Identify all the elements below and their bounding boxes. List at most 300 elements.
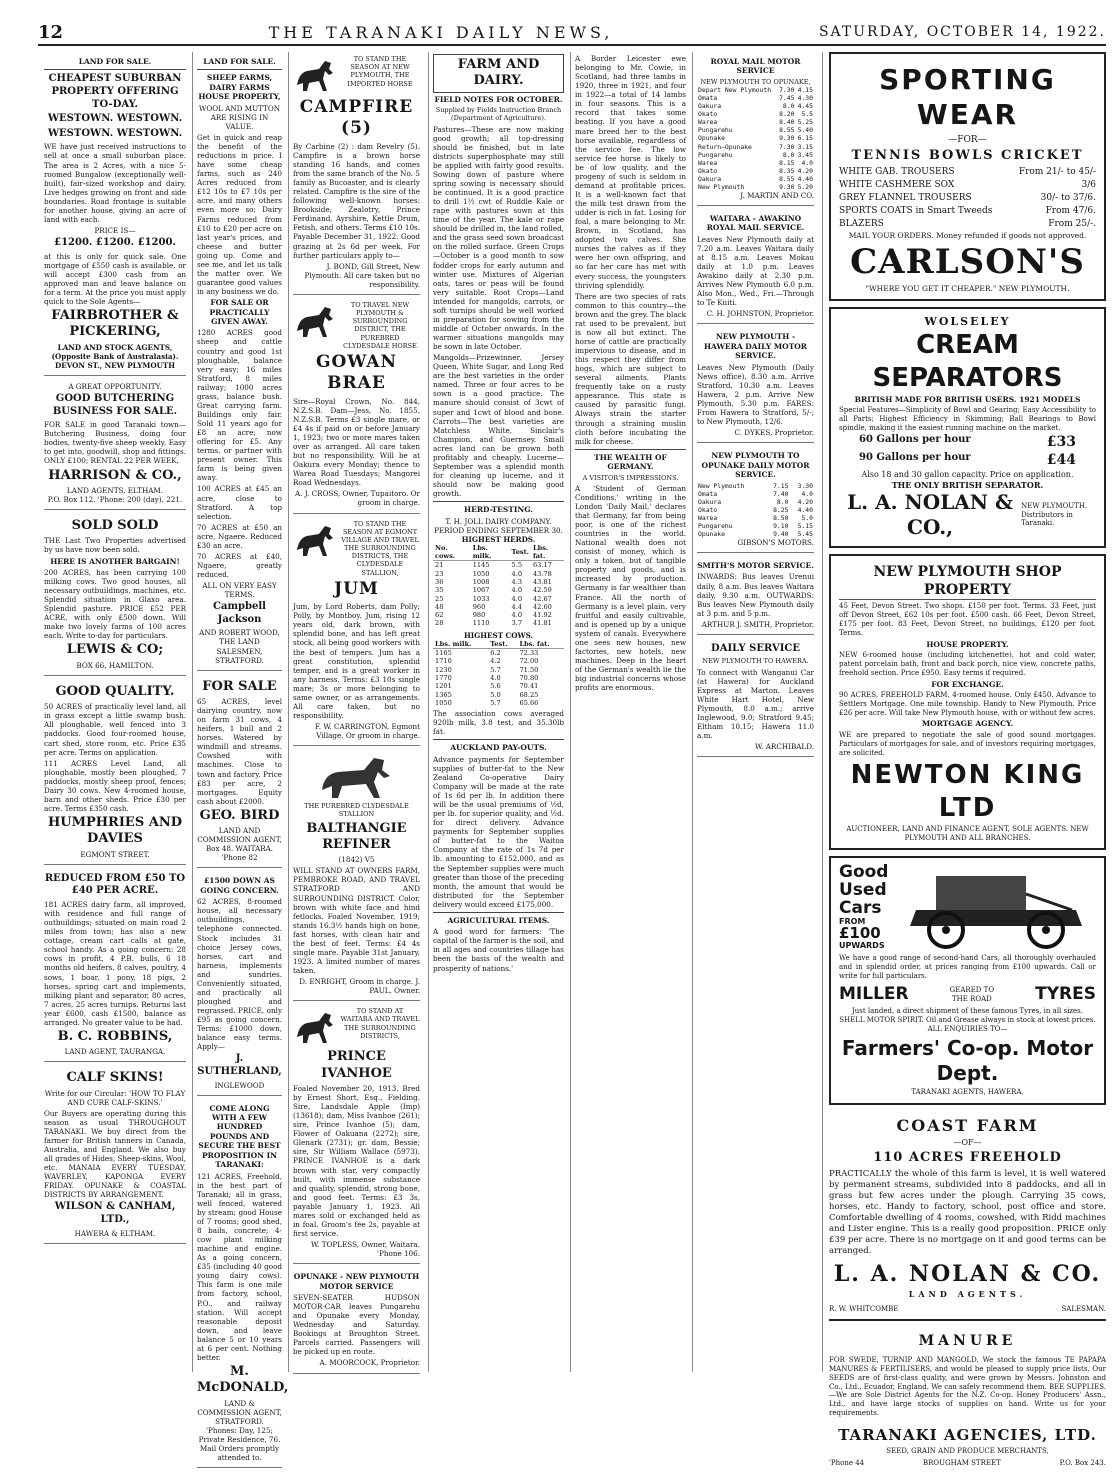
agent-address: LAND AGENTS.: [829, 1289, 1106, 1299]
ad-sold: [44, 513, 186, 676]
ad-reduced: [44, 868, 186, 1063]
timetable-row: [697, 94, 814, 102]
table-cell: 35: [433, 586, 471, 594]
table-cell: 1067: [471, 586, 510, 594]
ad-body: 70 ACRES at £40, Ngaere, greatly reduced.: [197, 552, 282, 579]
agent-address: AND ROBERT WOOD, THE LAND SALESMEN, STRATFORD.: [197, 628, 282, 664]
table-cell: 62: [433, 611, 471, 619]
agent-address: EGMONT STREET.: [44, 850, 186, 859]
ad-heading: £1500 DOWN AS GOING CONCERN.: [197, 876, 282, 895]
agent-name: M. McDONALD,: [197, 1364, 282, 1397]
stop-name: Depart New Plymouth: [697, 86, 777, 94]
ad-body: at this is only for quick sale. One mortgage of £550 cash is available, or will accept £300 cash from an approved man and leave balance on for a term. At the price you must apply quick to the Sole Agents—: [44, 252, 186, 306]
departure-time: 8.55: [777, 126, 796, 134]
timetable-row: [697, 183, 814, 191]
departure-time: 7.30: [777, 143, 796, 151]
ad-body: 121 ACRES, Freehold, in the best part of Taranaki; all in grass, well fenced, watered by stream; good House of 7 rooms; good shed, 8 bails, concrete; 4-cow plant milking machine and engine. As a going concern, £35 (including 40 good young dairy cows). This farm is one mile from factory, school, P.O., and railway station. Will accept reasonable deposit down, and leave balance 5 or 10 years at 6 per cent. Nothing better.: [197, 1172, 282, 1362]
table-cell: 5.0: [488, 691, 517, 699]
ad-body: Leaves New Plymouth (Daily News office), 8.30 a.m. Arrive Stratford, 10.30 a.m. Leaves Hawera, 2 p.m. Arrive New Plymouth, 5.30 p.m. FARES: From Hawera to Stratford, 5/-; to New Plymouth, 12/6.: [697, 363, 814, 426]
page-number: 12: [38, 22, 63, 43]
ad-sheep-farms: [197, 52, 282, 671]
agent-address: BOX 66, HAMILTON.: [44, 661, 186, 670]
ad-heading: NEW PLYMOUTH - HAWERA DAILY MOTOR SERVICE.: [697, 332, 814, 360]
ad-body: Also 18 and 30 gallon capacity. Price on application.: [839, 470, 1096, 480]
stop-name: Omata: [697, 490, 765, 498]
agent-address: AUCTIONEER, LAND AND FINANCE AGENT, SOLE AGENTS. NEW PLYMOUTH AND ALL BRANCHES.: [839, 825, 1096, 843]
table-cell: 1165: [433, 649, 488, 658]
table-cell: 4.4: [510, 603, 531, 611]
capacity-label: 90 Gallons per hour: [859, 452, 971, 470]
ad-subhead: NEW PLYMOUTH TO HAWERA.: [697, 657, 814, 665]
ad-campfire: [293, 52, 420, 295]
timetable-row: [697, 522, 814, 530]
stop-name: Okato: [697, 506, 765, 514]
agent-name: FAIRBROTHER & PICKERING,: [44, 308, 186, 341]
ad-subhead: TO STAND THE SEASON AT EGMONT VILLAGE AND TRAVEL THE SURROUNDING DISTRICTS, THE CLYDESDALE STALLION,: [340, 520, 420, 577]
departure-time: 7.45: [777, 94, 796, 102]
agent-name: HUMPHRIES AND DAVIES: [44, 815, 186, 848]
ad-subhead: UPWARDS: [839, 942, 890, 950]
agent-address: LAND & COMMISSION AGENT, STRATFORD.: [197, 1399, 282, 1426]
ad-subhead: HERE IS ANOTHER BARGAIN!: [44, 557, 186, 566]
departure-time: 8.25: [765, 506, 790, 514]
departure-time: 7.30: [777, 86, 796, 94]
table-cell: 36: [433, 578, 471, 586]
departure-time: 3.15: [795, 143, 814, 151]
ad-subhead: THE PUREBRED CLYDESDALE STALLION: [293, 802, 420, 818]
ad-body: Jum, by Lord Roberts, dam Polly; Polly, by Montboy. Jum, rising 12 years old, dark brown, with splendid bone, and has left great stock, all being good workers with the best of tempers. Jum has a great constitution, splendid temper, and is a great worker in any harness. Terms: £3 10s single mare; 3s or more belonging to same owner, or as arrangements. All care taken, but no responsibility.: [293, 602, 420, 720]
ad-body: Our Buyers are operating during this season as usual THROUGHOUT TARANAKI. We buy direct from the farmer for British tanners in Canada, Australia, and England. We also buy all grades of Hides, Sheep-skins, Wool, etc. MANAIA EVERY TUESDAY. WAVERLEY, KAPONGA EVERY FRIDAY. OPUNAKE & COASTAL DISTRICTS BY ARRANGEMENT.: [44, 1109, 186, 1200]
item-name: GREY FLANNEL TROUSERS: [839, 192, 972, 205]
timetable-row: [697, 530, 814, 538]
table-cell: 72.00: [517, 657, 564, 665]
ad-subhead: TO TRAVEL NEW PLYMOUTH & SURROUNDING DISTRICT, THE PUREBRED CLYDESDALE HORSE: [340, 301, 420, 350]
item-price: From 21/- to 45/-: [1019, 166, 1096, 179]
table-title: HIGHEST HERDS.: [433, 535, 564, 544]
ad-tagline: THE ONLY BRITISH SEPARATOR.: [839, 480, 1096, 490]
stop-name: Return—Opunake: [697, 143, 777, 151]
owner-signature: C. DYKES, Proprietor.: [697, 428, 814, 437]
ad-heading: GOOD QUALITY.: [44, 684, 186, 700]
stop-name: Warea: [697, 118, 777, 126]
ad-body: INWARDS: Bus leaves Urenui daily, 8 a.m. Bus leaves Waitara daily, 9.30 a.m. OUTWARDS: Bus leaves New Plymouth daily at 3 p.m. and 5 p.m.: [697, 572, 814, 617]
table-cell: 1033: [471, 595, 510, 603]
salesman-title: SALESMAN.: [1061, 1305, 1106, 1314]
departure-time: 8.55: [777, 175, 796, 183]
price-list-item: [839, 166, 1096, 179]
departure-time: 5.20: [795, 183, 814, 191]
ad-gowan-brae: [293, 298, 420, 514]
table-cell: 4.3: [510, 578, 531, 586]
ad-subhead: FROM: [839, 918, 890, 926]
ad-heading: NEW PLYMOUTH TO OPUNAKE DAILY MOTOR SERVICE.: [697, 451, 814, 479]
ad-body: We have a good range of second-hand Cars, all thoroughly overhauled and in splendid order, at prices ranging from £100 upwards. Call or write for full particulars.: [839, 954, 1096, 980]
horse-icon: [293, 520, 339, 560]
departure-time: 8.50: [765, 514, 790, 522]
table-row: [433, 691, 564, 699]
table-cell: 25: [433, 595, 471, 603]
agent-name: Campbell Jackson: [197, 601, 282, 626]
ad-heading: SPORTING WEAR: [839, 62, 1096, 133]
stop-name: Pungarehu: [697, 126, 777, 134]
article-byline: Supplied by Fields Instruction Branch (Department of Agriculture).: [433, 106, 564, 122]
ad-subhead: WESTOWN. WESTOWN.: [44, 113, 186, 126]
ad-subhead: FOR EXCHANGE.: [839, 680, 1096, 689]
departure-time: 4.15: [795, 86, 814, 94]
departure-time: 9.10: [765, 522, 790, 530]
horse-number: (1842) V5: [293, 855, 420, 864]
ad-subhead: TENNIS BOWLS CRICKET: [839, 148, 1096, 164]
herds-table: [433, 544, 564, 628]
horse-icon: [293, 55, 339, 95]
ad-subhead: TO STAND THE SEASON AT NEW PLYMOUTH, THE IMPORTED HORSE: [340, 55, 420, 95]
departure-time: 9.30: [777, 134, 796, 142]
table-cell: 1110: [471, 619, 510, 627]
stop-name: Warea: [697, 514, 765, 522]
table-cell: 72.33: [517, 649, 564, 658]
table-row: [433, 611, 564, 619]
price-list-item: [839, 205, 1096, 218]
ad-heading: CALF SKINS!: [44, 1070, 186, 1086]
car-illustration: [896, 864, 1096, 952]
price: £33: [1047, 434, 1076, 452]
table-row: [433, 674, 564, 682]
table-cell: 43.81: [531, 578, 564, 586]
item-name: WHITE GAB. TROUSERS: [839, 166, 955, 179]
agent-address: TARANAKI AGENTS, HAWERA.: [839, 1088, 1096, 1097]
salesman-name: R. W. WHITCOMBE: [829, 1305, 898, 1314]
ad-heading: WAITARA - AWAKINO ROYAL MAIL SERVICE.: [697, 214, 814, 233]
ad-royal-mail: [697, 52, 814, 206]
timetable-row: [697, 482, 814, 490]
cows-table: [433, 640, 564, 707]
horse-name: BALTHANGIE REFINER: [293, 821, 420, 854]
ad-body: Sire—Royal Crown, No. 844, N.Z.S.B. Dam—Jess, No. 1855, N.Z.S.B. Terms £3 single mare, or £4 4s if paid on or before January 1, 1923; two or more mares taken over as arranged. All care taken but no responsibility. Will be at Oakura every Monday; thence to Warea Road Tuesdays; Mangorei Road Wednesdays.: [293, 397, 420, 488]
table-row: [433, 619, 564, 627]
agent-name: L. A. NOLAN & CO.: [829, 1261, 1106, 1289]
price-list: [839, 166, 1096, 231]
table-cell: 980: [471, 611, 510, 619]
departure-time: 4.0: [789, 490, 814, 498]
table-column-header: Test.: [510, 544, 531, 561]
ad-heading: NEW PLYMOUTH SHOP PROPERTY: [839, 564, 1096, 600]
timetable-row: [697, 151, 814, 159]
table-cell: 71.50: [517, 666, 564, 674]
column-title: FARM AND DAIRY.: [433, 54, 564, 93]
timetable-row: [697, 110, 814, 118]
agent-name: WILSON & CANHAM, LTD.,: [44, 1201, 186, 1226]
ad-heading: OPUNAKE - NEW PLYMOUTH MOTOR SERVICE: [293, 1272, 420, 1291]
agent-name: GEO. BIRD: [197, 808, 282, 824]
article-headline: AUCKLAND PAY-OUTS.: [433, 743, 564, 752]
ad-subhead: BRITISH MADE FOR BRITISH USERS. 1921 MODELS: [839, 395, 1096, 404]
ad-body: 100 ACRES at £45 an acre, close to Stratford. A top selection.: [197, 484, 282, 520]
ad-subhead: NEW PLYMOUTH TO OPUNAKE,: [697, 78, 814, 86]
owner-signature: A. MOORCOCK, Proprietor.: [293, 1358, 420, 1367]
ad-heading: Cars: [839, 900, 890, 918]
owner-signature: ARTHUR J. SMITH, Proprietor.: [697, 620, 814, 629]
ad-body: Foaled November 20, 1913. Bred by Ernest Short, Esq., Fielding. Sire, Landsdale Apple (Imp) (13618); dam, Miss Ivanhoe (261); sire, Prince Ivanhoe (5); dam, Flower of Oakuana (2272); sire, Glenark (2731); gr. dam, Bessie; sire, Sir William Wallace (5973). PRINCE IVANHOE is a dark brown with star, very compactly built, with immense substance and quality, splendid, strong bone, and good feet. Terms: £3 3s, payable January 1, 1923. All mares sold or exchanged held as in foal. Groom's fee 2s, payable at first service.: [293, 1084, 420, 1238]
ad-body: 45 Feet, Devon Street. Two shops. £150 per foot. Terms. 33 Feet, just off Devon Street, £62 10s per foot. £500 cash. 66 Feet, Devon Street, £175 per foot. 83 Feet, Devon Street, no buildings, £120 per foot. Terms.: [839, 602, 1096, 637]
brand-name: TYRES: [1035, 984, 1096, 1005]
horse-name: CAMPFIRE (5): [293, 97, 420, 140]
owner-signature: A. J. CROSS, Owner, Tupaitoro. Or groom in charge.: [293, 489, 420, 507]
ad-subhead: Write for our Circular: 'HOW TO FLAY AND CURE CALF-SKINS.': [44, 1089, 186, 1107]
table-cell: 43.78: [531, 570, 564, 578]
horse-illustration: [312, 752, 402, 802]
table-column-header: Lbs. fat.: [531, 544, 564, 561]
article-headline: FIELD NOTES FOR OCTOBER.: [433, 95, 564, 104]
article-body: Mangolds—Prizewinner, Jersey Queen, White Sugar, and Long Red are the best varieties in the order named. Three or four acres to be sown is a good practice. The manure should consist of 3cwt of super and 1cwt of blood and bone. Carrots—The best varieties are Matchless White, Sinclair's Champion, and Guernsey. Small acres land can be grown both profitably and cheaply. Lucerne—September was a splendid month for cleaning up lucerne, and it should now be making good growth.: [433, 353, 564, 498]
stop-name: Okato: [697, 167, 777, 175]
article-subhead: A VISITOR'S IMPRESSIONS.: [575, 474, 686, 482]
timetable-row: [697, 134, 814, 142]
timetable-row: [697, 175, 814, 183]
table-cell: 68.25: [517, 691, 564, 699]
stop-name: New Plymouth: [697, 482, 765, 490]
ad-body: 1280 ACRES good sheep and cattle country and good 1st ploughable, balance very easy; 16 miles Stratford, 8 miles railway; 1000 acres grass, balance bush. Great carrying farm. Buildings only fair. Sold 11 years ago for £8 an acre; now offering for £5. Any terms, or partner with present owner. This farm is being given away.: [197, 328, 282, 482]
departure-time: 8.0: [765, 498, 790, 506]
ad-going-concern: [197, 871, 282, 1095]
departure-time: 4.40: [795, 175, 814, 183]
ad-heading: SMITH'S MOTOR SERVICE.: [697, 561, 814, 570]
price: £44: [1047, 452, 1076, 470]
stop-name: Okato: [697, 110, 777, 118]
ad-heading: MANURE: [829, 1333, 1106, 1351]
timetable-row: [697, 126, 814, 134]
table-column-header: Lbs. fat.: [517, 640, 564, 649]
article-headline: THE WEALTH OF GERMANY.: [575, 453, 686, 472]
table-cell: 1050: [433, 699, 488, 707]
table-row: [433, 657, 564, 665]
owner-signature: J. BOND, Gill Street, New Plymouth. All care taken but no responsibility.: [293, 262, 420, 289]
departure-time: 5.5: [795, 110, 814, 118]
column-5: [570, 52, 690, 1372]
table-row: [433, 561, 564, 570]
owner-signature: F. W. CARRINGTON, Egmont Village. Or groom in charge.: [293, 722, 420, 740]
table-row: [433, 603, 564, 611]
owner-signature: C. H. JOHNSTON, Proprietor.: [697, 309, 814, 318]
table-cell: 5.7: [488, 699, 517, 707]
departure-time: 5.25: [795, 118, 814, 126]
stop-name: New Plymouth: [697, 183, 777, 191]
ad-heading: REDUCED FROM £50 TO £40 PER ACRE.: [44, 873, 186, 898]
departure-time: 4.40: [789, 506, 814, 514]
ad-heading: DAILY SERVICE: [697, 643, 814, 656]
ad-newton-king: [829, 554, 1106, 850]
table-cell: 70.41: [517, 682, 564, 690]
timetable-row: [697, 514, 814, 522]
ad-body: 70 ACRES at £50 an acre, Ngaere. Reduced £30 an acre.: [197, 523, 282, 550]
ad-body: 50 ACRES of practically level land, all in grass except a little swamp bush. All ploughable, well fenced into 3 paddocks. Good four-roomed house, cart shed, store room, etc. Price £35 per acre. Terms on application.: [44, 702, 186, 756]
horse-icon: [293, 301, 339, 341]
price: £100: [839, 926, 890, 942]
column-3: [288, 52, 424, 1372]
ad-body: FOR SALE in good Taranaki town—Butchering Business, doing four bodies, twenty-five sheep weekly. Easy to get into, goodwill, shop and fittings. ONLY £100; RENTAL 22 PER WEEK,: [44, 420, 186, 465]
ad-heading: ROYAL MAIL MOTOR SERVICE: [697, 57, 814, 76]
ad-tagline: ALL ON VERY EASY TERMS.: [197, 581, 282, 599]
brand-tagline: "WHERE YOU GET IT CHEAPER." NEW PLYMOUTH.: [839, 284, 1096, 293]
timetable-row: [697, 506, 814, 514]
departure-time: 9.40: [765, 530, 790, 538]
ad-jum: [293, 517, 420, 747]
table-row: [433, 699, 564, 707]
ad-calf-skins: [44, 1065, 186, 1243]
table-title: HIGHEST COWS.: [433, 631, 564, 640]
horse-name: JUM: [293, 579, 420, 600]
departure-time: 7.40: [765, 490, 790, 498]
departure-time: 4.20: [789, 498, 814, 506]
item-price: 30/- to 37/6.: [1041, 192, 1096, 205]
article-subhead: T. H. JOLL DAIRY COMPANY.: [433, 517, 564, 526]
agent-name: J. SUTHERLAND,: [197, 1053, 282, 1078]
table-cell: 4.2: [488, 657, 517, 665]
agent-box: P.O. Box 243.: [1060, 1459, 1106, 1468]
ad-cream-separators: [829, 307, 1106, 548]
ad-kicker: A GREAT OPPORTUNITY.: [44, 382, 186, 391]
ad-subhead: TO STAND AT WAITARA AND TRAVEL THE SURROUNDING DISTRICTS,: [340, 1007, 420, 1047]
ad-heading: SOLD SOLD: [44, 518, 186, 534]
table-row: [433, 578, 564, 586]
ad-body: By Carbine (2) : dam Revelry (5). Campfire is a brown horse standing 16 hands, and comes from the same branch of the No. 5 family as Bucoaster, and is clearly related. Campfire is the sire of the following well-known horses: Brookside, Zealotry, Prince Ferdinand, Ayrshire, Kettle Drum, Fetish, and others. Terms £10 10s. Payable December 31, 1922. Good grazing at 2s 6d per week. For further particulars apply to—: [293, 142, 420, 260]
ad-heading: COME ALONG WITH A FEW HUNDRED POUNDS AND SECURE THE BEST PROPOSITION IN TARANAKI:: [197, 1104, 282, 1170]
agent-street: BROUGHAM STREET: [923, 1459, 1001, 1468]
agent-name: TARANAKI AGENCIES, LTD.: [829, 1426, 1106, 1445]
table-cell: 4.0: [510, 611, 531, 619]
ad-body: THE Last Two Properties advertised by us have now been sold.: [44, 536, 186, 554]
timetable-row: [697, 118, 814, 126]
masthead: [38, 20, 1106, 46]
departure-time: 8.35: [777, 167, 796, 175]
departure-time: 5.0: [789, 514, 814, 522]
table-cell: 4.0: [510, 595, 531, 603]
table-row: [433, 595, 564, 603]
departure-time: 5.15: [789, 522, 814, 530]
column-2: [192, 52, 286, 1372]
stop-name: Opunake: [697, 134, 777, 142]
departure-time: 9.30: [777, 183, 796, 191]
ad-subhead: —FOR—: [839, 135, 1096, 146]
ad-butchering: [44, 379, 186, 510]
brand-name: CARLSON'S: [839, 241, 1096, 284]
departure-time: 3.30: [789, 482, 814, 490]
owner-phone: 'Phone 106.: [293, 1249, 420, 1258]
departure-time: 4.30: [795, 94, 814, 102]
ad-body: Get in quick and reap the benefit of the reductions in price. I have some cheap farms, such as 240 Acres reduced from £12 10s to £7 10s per acre, and many others even more so; Dairy Farms reduced from £10 to £20 per acre on last year's prices, and cheese and butter going up. Come and see me, and let us talk the matter over. We guarantee good values in any business we do.: [197, 133, 282, 296]
table-cell: 63.17: [531, 561, 564, 570]
ad-body: 111 ACRES Level Land, all ploughable, mostly been ploughed, 7 paddocks, mostly sheep proof, fences; Dairy 30 cows. New 4-roomed house, barn and other sheds. Price £30 per acre. Terms £350 cash.: [44, 759, 186, 813]
price-list: £1200. £1200. £1200.: [44, 237, 186, 250]
horse-name: PRINCE IVANHOE: [293, 1049, 420, 1082]
ad-body: Special Features—Simplicity of Bowl and Gearing; Easy Accessibility to all Parts; Highest Efficiency in Skimming; Ball Bearings to Bowl spindle, making it the easiest running machine on the market.: [839, 406, 1096, 432]
departure-time: 8.40: [777, 118, 796, 126]
table-row: [433, 682, 564, 690]
table-column-header: Lbs. milk.: [471, 544, 510, 561]
table-cell: 23: [433, 570, 471, 578]
agent-address: LAND AND COMMISSION AGENT,: [197, 826, 282, 844]
agent-name: L. A. NOLAN & CO.,: [839, 490, 1021, 540]
agent-address: SEED, GRAIN AND PRODUCE MERCHANTS,: [829, 1447, 1106, 1456]
ad-body: 181 ACRES dairy farm, all improved, with residence and full range of outbuildings; situated on main road 2 miles from town; has also a new cottage, cream cart calls at gate, school handy. As a going concern: 28 cows in profit, 4 P.B. bulls, 6 18 months old heifers, 8 calves, poultry, 4 sows, 1 boar, 1 pony, 18 pigs, 2 horses, spring cart and implements, milking plant and separator, 80 acres, 7 acres, 25 acres turnips. Returns last year £600, cash £1500, balance as arranged. No greater value to be had.: [44, 900, 186, 1027]
brand-name: MILLER: [839, 984, 909, 1005]
departure-time: 8.0: [777, 102, 796, 110]
owner-signature: J. MARTIN AND CO.: [697, 191, 814, 200]
agent-contact: P.O. Box 112. 'Phone: 200 (day), 221.: [44, 495, 186, 504]
agent-address: NEW PLYMOUTH. Distributors in Taranaki.: [1021, 502, 1096, 528]
article-body: There are two species of rats common to this country—the brown and the grey. The black rat used to be prevalent, but is now all but extinct. The horse of cattle are practically impervious to disease, and in this respect they differ from hogs, which are subject to several ailments. Plants frequently take on a rusty appearance. This state is caused by parasitic fungi. Always strain the starter through a straining muslin cloth before incubating the milk for cheese.: [575, 292, 686, 446]
ad-heading: GOOD BUTCHERING BUSINESS FOR SALE.: [44, 393, 186, 418]
horse-name: GOWAN BRAE: [293, 352, 420, 395]
ad-come-along: [197, 1099, 282, 1469]
agent-name: HARRISON & CO.,: [44, 468, 186, 484]
article-body: A good word for farmers: 'The capital of the farmer is the soil, and in all ages and countries tillage has been the basis of the wealth and prosperity of nations.': [433, 927, 564, 972]
ad-subhead: 110 ACRES FREEHOLD: [829, 1150, 1106, 1166]
ad-subhead: WOOL AND MUTTON ARE RISING IN VALUE.: [197, 104, 282, 131]
ad-body: 62 ACRES, 8-roomed house, all necessary outbuildings, telephone connected. Stock includes 31 choice Jersey cows, horses, cart and harness, implements and sundries. Conveniently situated, and practically all ploughed and regrassed. PRICE, only £95 as going concern. Terms: £1000 down, balance easy terms. Apply—: [197, 897, 282, 1051]
ad-coast-farm: [829, 1111, 1106, 1321]
timetable-row: [697, 498, 814, 506]
stop-name: Warea: [697, 159, 777, 167]
ad-prince-ivanhoe: [293, 1004, 420, 1264]
timetable-row: [697, 490, 814, 498]
table-cell: 1770: [433, 674, 488, 682]
departure-time: 6.15: [795, 134, 814, 142]
table-cell: 1365: [433, 691, 488, 699]
table-column-header: Lbs. milk.: [433, 640, 488, 649]
table-cell: 6.2: [488, 649, 517, 658]
table-cell: 5.6: [488, 682, 517, 690]
departure-time: 8.15: [777, 159, 796, 167]
agent-address: LAND AGENT, TAURANGA.: [44, 1047, 186, 1056]
article-body: A Border Leicester ewe belonging to Mr. Cowie, in Scotland, had three lambs in 1920, three in 1921, and four in 1922—a total of 14 lambs in four seasons. This is a record that takes some beating. If you have a good mare breed her to the best horse available, regardless of the service fee. The low service fee horse is likely to be of low quality, and the progeny of such is seldom in demand at profitable prices. It is a well-known fact that the milk test drawn from the udder is rich in fat. Losing for foal, a mare belonging to Mr. Brown, in Scotland, has adopted two calves. She nurses the calves as if they were her own offspring, and so far her care has met with every success, the youngsters thriving splendidly.: [575, 54, 686, 290]
agent-address: INGLEWOOD: [197, 1081, 282, 1090]
agent-name: LEWIS & CO;: [44, 642, 186, 658]
article-body: A 'Student of German Conditions,' writing in the London 'Daily Mail,' declares that Germany, far from being poor, is one of the richest countries in the world. National wealth does not consist of money, which is only a token, but of tangible property and goods, and is increased by production. Germany is far wealthier than France. All the north of Germany is a level plain, very fruitful and easily cultivable, and is opened up by a unique system of canals. Everywhere one sees new houses, new factories, new hotels, new machines. Deep in the heart of the German's wealth lie the big industrial concerns whose profits are enormous.: [575, 484, 686, 692]
item-price: From 47/6.: [1046, 205, 1096, 218]
table-column-header: No. cows.: [433, 544, 471, 561]
table-cell: 4.0: [510, 570, 531, 578]
ad-waitara-awakino: [697, 209, 814, 324]
agent-address: HAWERA & ELTHAM.: [44, 1229, 186, 1238]
table-cell: 41.81: [531, 619, 564, 627]
timetable-row: [697, 143, 814, 151]
departure-time: 3.45: [795, 151, 814, 159]
item-name: SPORTS COATS in Smart Tweeds: [839, 205, 992, 218]
ad-good-quality: [44, 679, 186, 865]
stop-name: Opunake: [697, 530, 765, 538]
agent-name: NEWTON KING LTD: [839, 759, 1096, 825]
stop-name: Omata: [697, 94, 777, 102]
ad-body: FOR SWEDE, TURNIP AND MANGOLD. We stock the famous TE PAPAPA MANURES & FERTILISERS, and would be pleased to supply price lists. Our SEEDS are of first-class quality, and were grown by Messrs. Johnston and Co., Ltd., Ecuador, England. We can safely recommend them. BEE SUPPLIES.—We are Sole District Agents for the N.Z. Co-op. Honey Producers' Assn., Ltd., and have large stocks of supplies on hand. Write us for your requirements.: [829, 1356, 1106, 1418]
stop-name: Pungarehu: [697, 151, 777, 159]
ad-opunake-service: [697, 446, 814, 553]
table-cell: 42.60: [531, 603, 564, 611]
agent-contact: Box 48. WAITARA. 'Phone 82: [197, 844, 282, 862]
price-list-item: [839, 192, 1096, 205]
ad-body: WE are prepared to negotiate the sale of good sound mortgages. Particulars of mortgages for sale, and of investors requiring mortgages, are solicited.: [839, 731, 1096, 757]
price-list-item: [839, 218, 1096, 231]
table-cell: 4.0: [510, 586, 531, 594]
article-body: The association cows averaged 920lb milk, 3.8 test, and 35.30lb fat.: [433, 709, 564, 736]
table-cell: 5.5: [510, 561, 531, 570]
table-cell: 1230: [433, 666, 488, 674]
ad-sporting-wear: [829, 52, 1106, 301]
agent-contact: 'Phones: Day, 125; Private Residence, 76. Mail Orders promptly attended to.: [197, 1426, 282, 1462]
price-list-item: [839, 179, 1096, 192]
agent-phone: 'Phone 44: [829, 1459, 864, 1468]
table-cell: 41.92: [531, 611, 564, 619]
table-cell: 21: [433, 561, 471, 570]
